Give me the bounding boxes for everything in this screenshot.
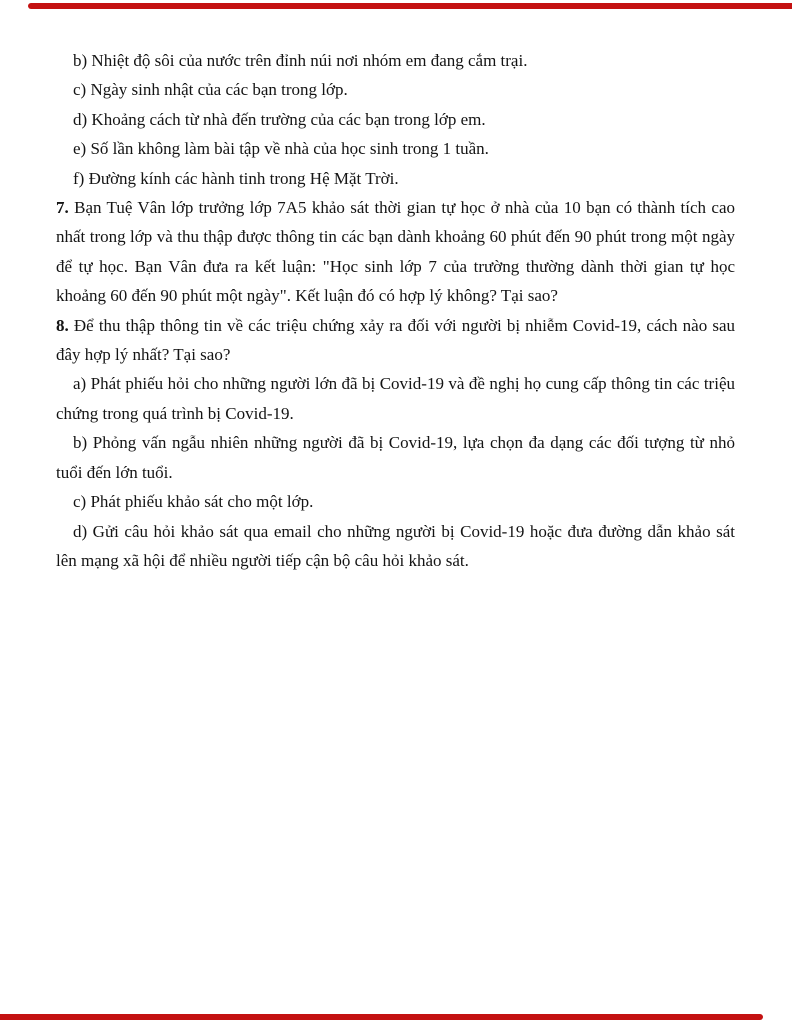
option-text: d) Gửi câu hỏi khảo sát qua email cho những người bị Covid-19 hoặc đưa đường dẫn khảo sát lên mạng xã hội để nhiều người tiếp cận bộ câu hỏi khảo sát. [56,521,735,570]
list-item-text: c) Ngày sinh nhật của các bạn trong lớp. [73,80,348,100]
option-text: a) Phát phiếu hỏi cho những người lớn đã bị Covid-19 và đề nghị họ cung cấp thông tin các triệu chứng trong quá trình bị Covid-19. [56,374,735,423]
list-item-text: f) Đường kính các hành tinh trong Hệ Mặt Trời. [73,168,399,188]
option-b-covid [56,428,735,487]
option-text: b) Phỏng vấn ngẫu nhiên những người đã bị Covid-19, lựa chọn đa dạng các đối tượng từ nhỏ tuổi đến lớn tuổi. [56,433,735,482]
question-text: Để thu thập thông tin về các triệu chứng xảy ra đối với người bị nhiễm Covid-19, cách nào sau đây hợp lý nhất? Tại sao? [56,315,735,365]
option-a-covid [56,369,735,428]
list-item-f-planets [56,164,735,193]
question-text: Bạn Tuệ Vân lớp trưởng lớp 7A5 khảo sát thời gian tự học ở nhà của 10 bạn có thành tích cao nhất trong lớp và thu thập được thông tin các bạn dành khoảng 60 phút đến 90 phút trong một ngày để tự học. Bạn Vân đưa ra kết luận: "Học sinh lớp 7 của trường thường dành thời gian tự học khoảng 60 đến 90 phút một ngày". Kết luận đó có hợp lý không? Tại sao? [56,198,735,306]
list-item-text: b) Nhiệt độ sôi của nước trên đỉnh núi nơi nhóm em đang cắm trại. [73,51,528,70]
list-item-e-homework [56,134,735,163]
option-c-covid [56,487,735,516]
list-item-text: e) Số lần không làm bài tập về nhà của học sinh trong 1 tuần. [73,139,489,159]
list-item-text: d) Khoảng cách từ nhà đến trường của các bạn trong lớp em. [73,109,486,129]
list-item-b-boiling [56,46,735,75]
option-d-covid [56,517,735,576]
question-number: 8. [56,315,69,335]
list-item-c-birthday [56,75,735,104]
question-number: 7. [56,198,69,218]
page-text-block [56,46,735,575]
option-text: c) Phát phiếu khảo sát cho một lớp. [73,492,314,512]
bottom-red-bar [0,1014,763,1020]
list-item-d-distance [56,105,735,134]
question-7 [56,193,735,311]
question-8 [56,311,735,370]
top-red-bar [28,3,792,9]
